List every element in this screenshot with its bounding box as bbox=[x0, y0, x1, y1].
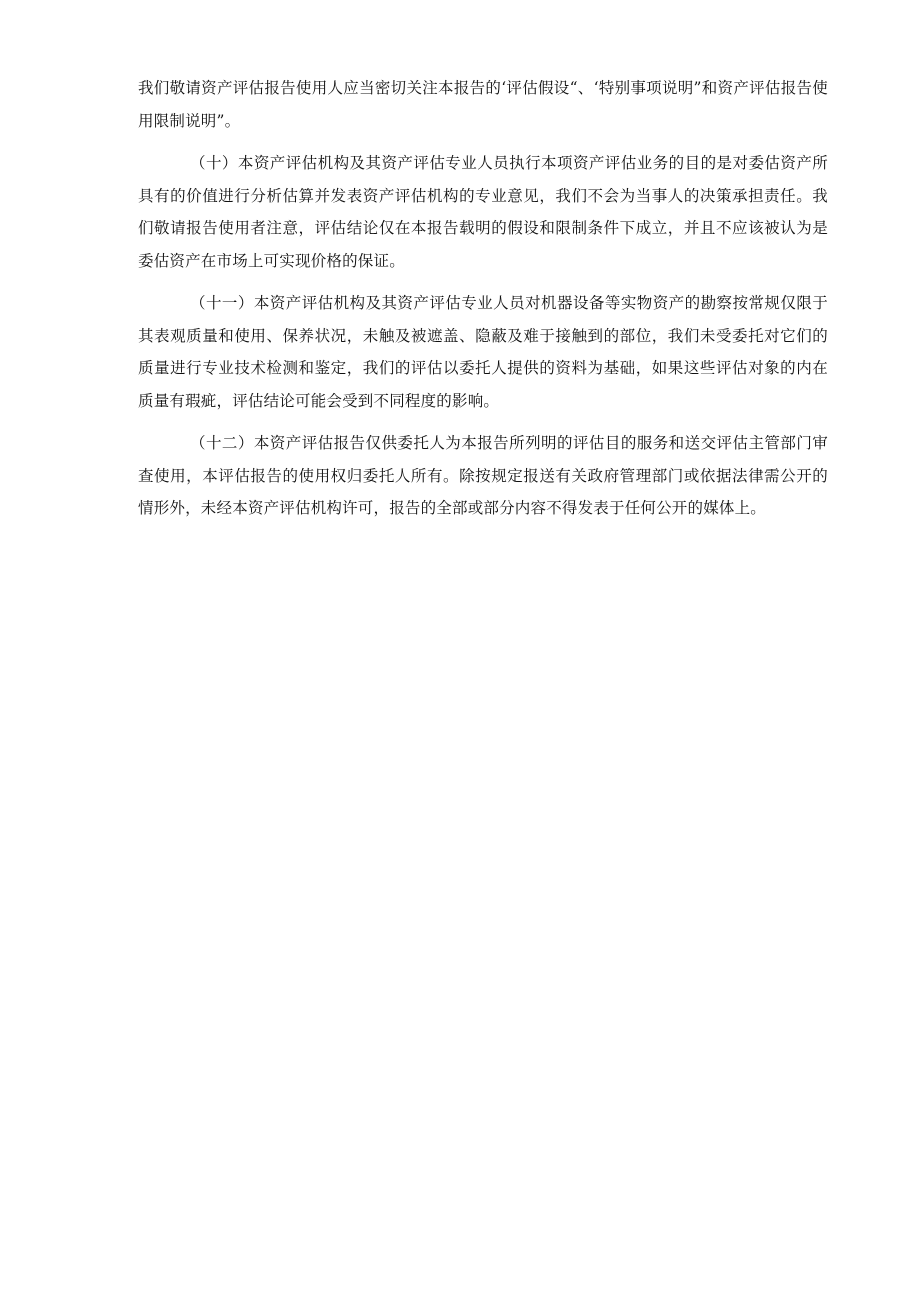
paragraph-item-ten: （十）本资产评估机构及其资产评估专业人员执行本项资产评估业务的目的是对委估资产所具有的价值进行分析估算并发表资产评估机构的专业意见，我们不会为当事人的决策承担责任。我们敬请报告使用者注意，评估结论仅在本报告载明的假设和限制条件下成立，并且不应该被认为是委估资产在市场上可实现价格的保证。 bbox=[138, 154, 828, 270]
paragraph-item-twelve: （十二）本资产评估报告仅供委托人为本报告所列明的评估目的服务和送交评估主管部门审查使用，本评估报告的使用权归委托人所有。除按规定报送有关政府管理部门或依据法律需公开的情形外，未经本资产评估机构许可，报告的全部或部分内容不得发表于任何公开的媒体上。 bbox=[138, 434, 828, 517]
paragraph-item-eleven: （十一）本资产评估机构及其资产评估专业人员对机器设备等实物资产的勘察按常规仅限于其表观质量和使用、保养状况，未触及被遮盖、隐蔽及难于接触到的部位，我们未受委托对它们的质量进行专业技术检测和鉴定，我们的评估以委托人提供的资料为基础，如果这些评估对象的内在质量有瑕疵，评估结论可能会受到不同程度的影响。 bbox=[138, 294, 828, 410]
document-page bbox=[138, 72, 828, 535]
paragraph-continued: 我们敬请资产评估报告使用人应当密切关注本报告的‘评估假设“、‘特别事项说明”和资产评估报告使用限制说明”。 bbox=[138, 79, 828, 130]
